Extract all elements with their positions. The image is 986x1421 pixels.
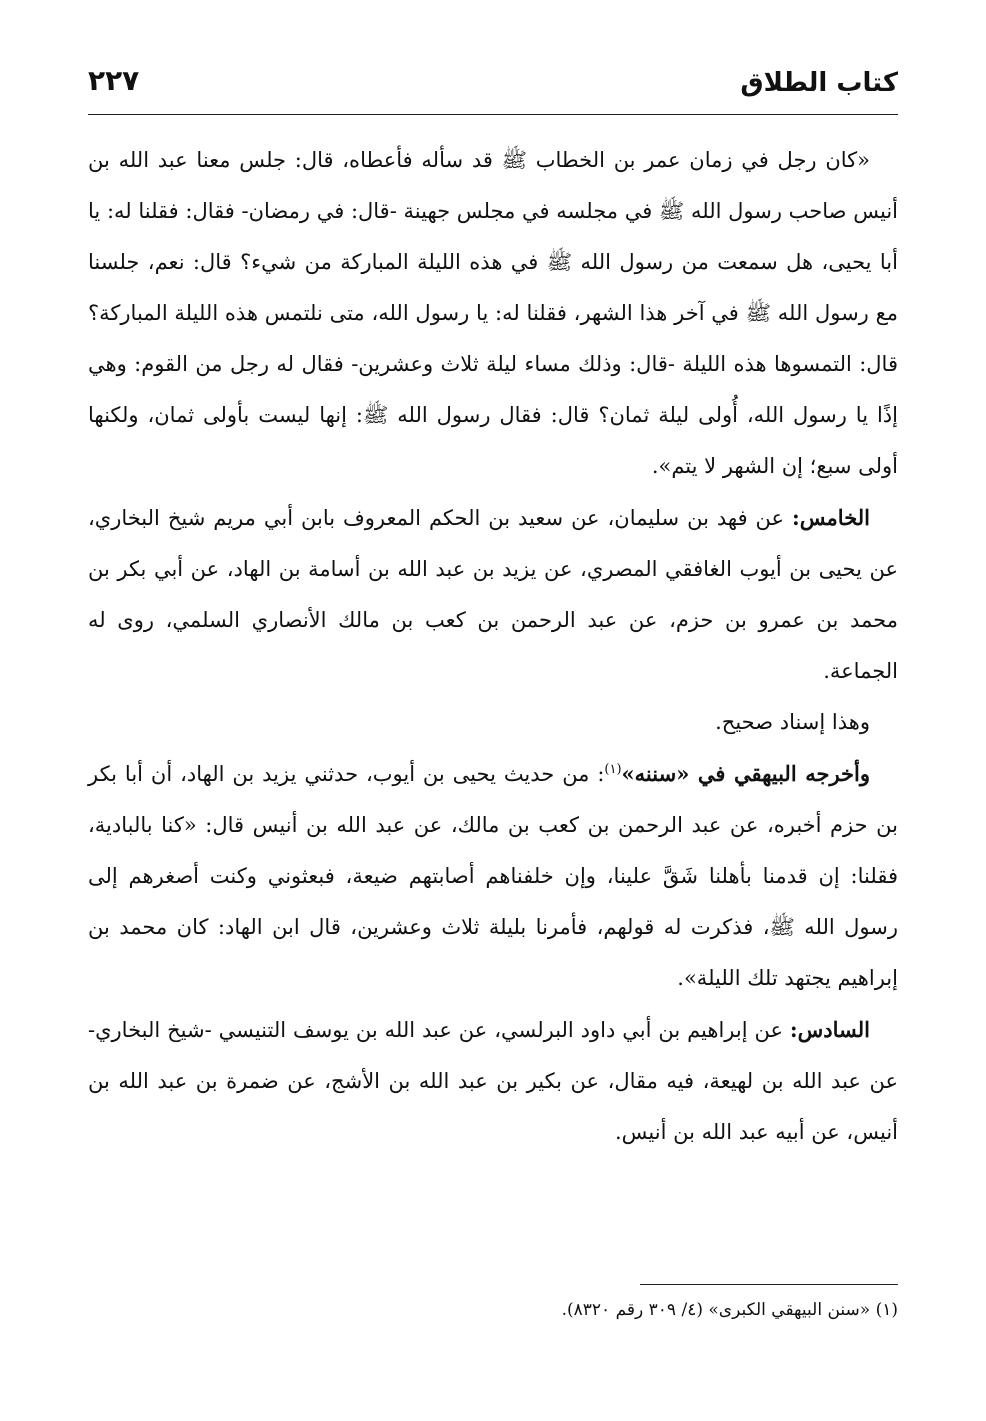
paragraph-text: عن إبراهيم بن أبي داود البرلسي، عن عبد الله بن يوسف التنيسي -شيخ البخاري- عن عبد الله بن لهيعة، فيه مقال، عن بكير بن عبد الله بن الأشج، عن ضمرة بن عبد الله بن أنيس، عن أبيه عبد الله بن أنيس. [88, 1018, 898, 1144]
paragraph-text: عن فهد بن سليمان، عن سعيد بن الحكم المعروف بابن أبي مريم شيخ البخاري، عن يحيى بن أيوب الغافقي المصري، عن يزيد بن عبد الله بن أسامة بن الهاد، عن أبي بكر بن محمد بن عمرو بن حزم، عن عبد الرحمن بن كعب بن مالك الأنصاري السلمي، روى له الجماعة. [88, 506, 898, 683]
paragraph-isnad-note [88, 697, 898, 748]
paragraph-lead: وأخرجه البيهقي في «سننه» [621, 761, 870, 786]
book-title: كتاب الطلاق [740, 68, 898, 98]
paragraph-fifth-chain [88, 492, 898, 697]
paragraph-lead: الخامس: [792, 505, 870, 530]
footnote-marker[interactable]: (١) [604, 762, 622, 777]
paragraph-text: : من حديث يحيى بن أيوب، حدثني يزيد بن الهاد، أن أبا بكر بن حزم أخبره، عن عبد الرحمن بن كعب بن مالك، عن عبد الله بن أنيس قال: «كنا بالبادية، فقلنا: إن قدمنا بأهلنا شَقَّ علينا، وإن خلفناهم أصابتهم ضيعة، فبعثوني وكنت أصغرهم إلى رسول الله ﷺ، فذكرت له قولهم، فأمرنا بليلة ثلاث وعشرين، قال ابن الهاد: كان محمد بن إبراهيم يجتهد تلك الليلة». [88, 762, 898, 990]
paragraph-text: «كان رجل في زمان عمر بن الخطاب ﷺ قد سأله فأعطاه، قال: جلس معنا عبد الله بن أنيس صاحب رسول الله ﷺ في مجلسه في مجلس جهينة -قال: في رمضان- فقال: فقلنا له: يا أبا يحيى، هل سمعت من رسول الله ﷺ في هذه الليلة المباركة من شيء؟ قال: نعم، جلسنا مع رسول الله ﷺ في آخر هذا الشهر، فقلنا له: يا رسول الله، متى نلتمس هذه الليلة المباركة؟ قال: التمسوها هذه الليلة -قال: وذلك مساء ليلة ثلاث وعشرين- فقال له رجل من القوم: وهي إذًا يا رسول الله، أُولى ليلة ثمان؟ قال: فقال رسول الله ﷺ: إنها ليست بأولى ثمان، ولكنها أولى سبع؛ إن الشهر لا يتم». [88, 148, 898, 478]
footnote-divider [640, 1284, 898, 1285]
page-header [88, 64, 898, 112]
header-divider [88, 114, 898, 115]
page-number: ٢٢٧ [88, 64, 140, 97]
paragraph-text: وهذا إسناد صحيح. [715, 710, 870, 734]
paragraph-bayhaqi [88, 748, 898, 1004]
paragraph-lead: السادس: [789, 1017, 870, 1042]
paragraph-sixth-chain [88, 1004, 898, 1158]
footnote-text: (١) «سنن البيهقي الكبرى» (٤/ ٣٠٩ رقم ٨٣٢٠). [561, 1300, 898, 1320]
footnote [88, 1295, 898, 1325]
page-body [88, 135, 898, 1158]
paragraph-hadith-text [88, 135, 898, 492]
